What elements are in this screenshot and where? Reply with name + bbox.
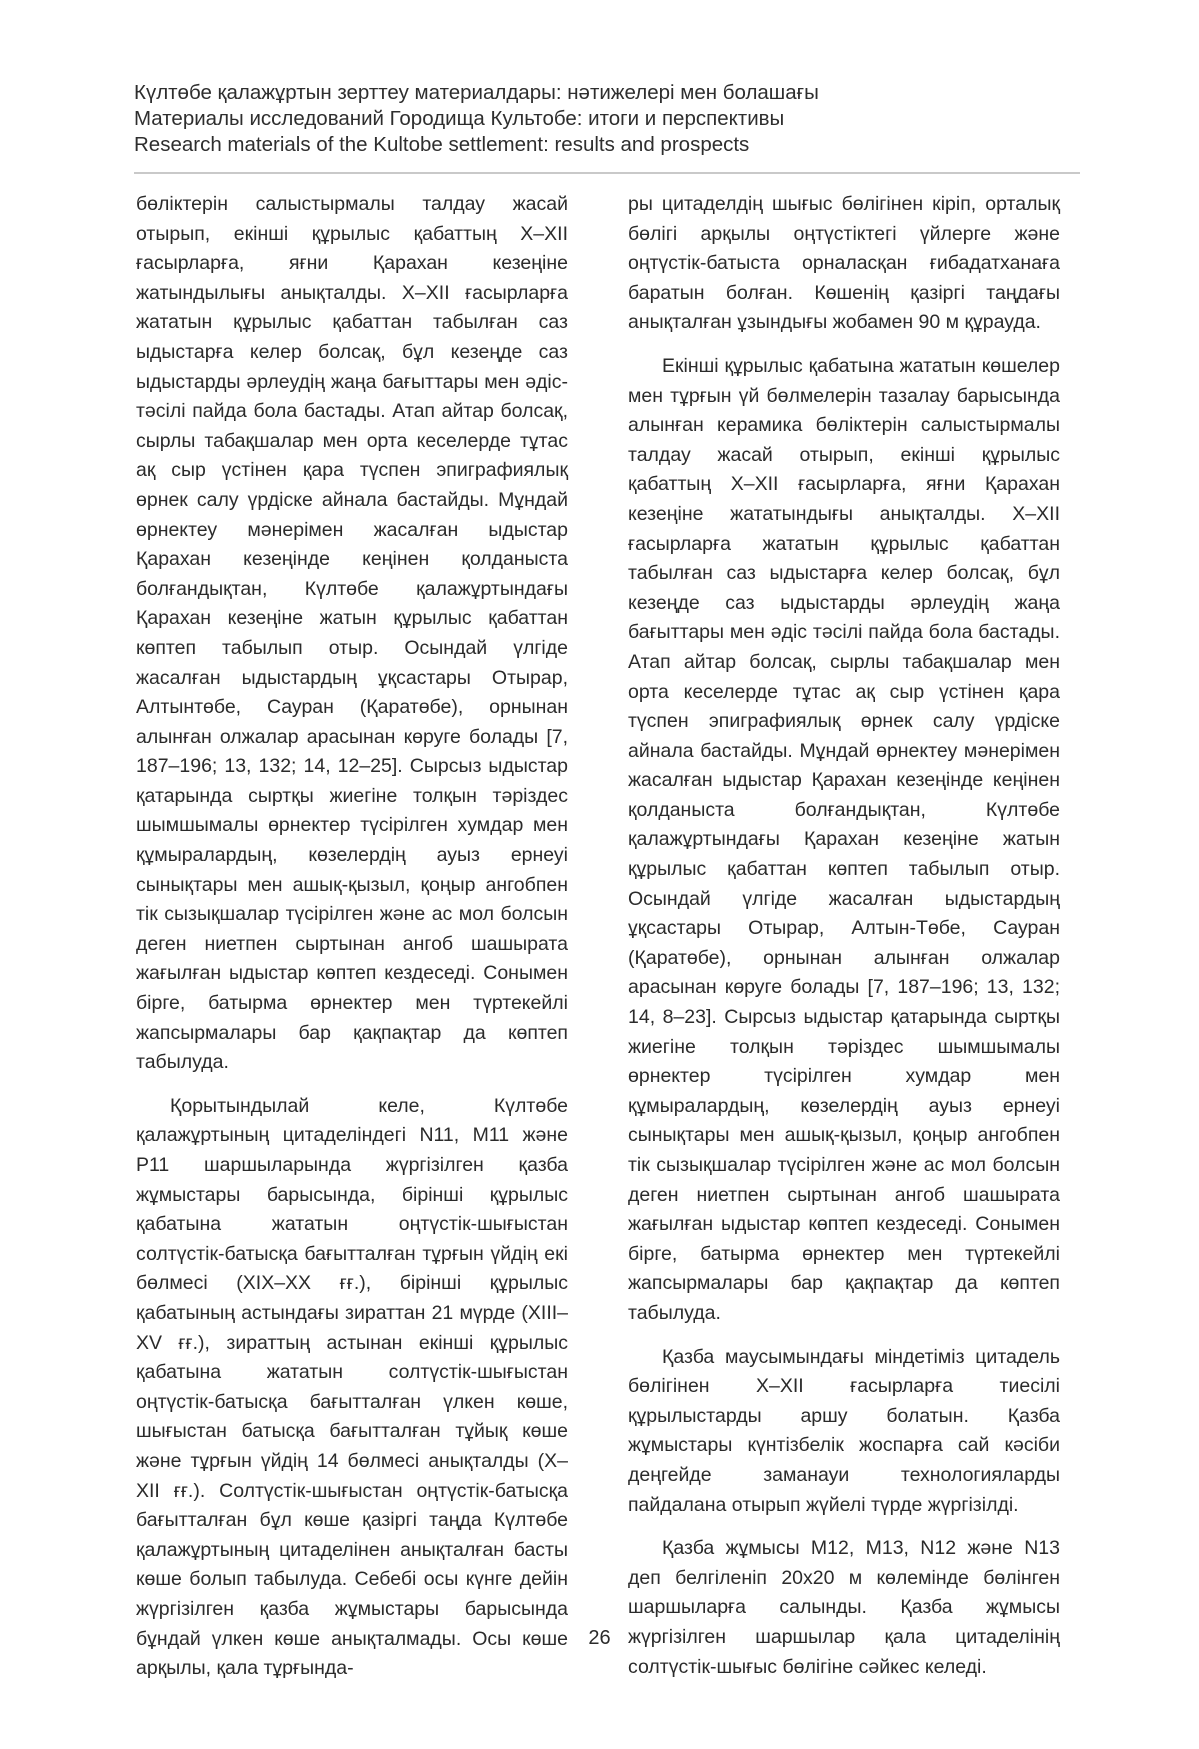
header-title-kazakh: Күлтөбе қалажұртын зерттеу материалдары: нәтижелері мен болашағы — [134, 81, 819, 104]
right-paragraph-2: Екінші құрылыс қабатына жататын көшелер мен тұрғын үй бөлмелерін тазалау барысында алынған керамика бөліктерін салыстырмалы талдау жасай отырып, екінші құрылыс қабаттың Х–ХІІ ғасырларға, яғни Қарахан кезеңіне жататындығы анықталды. Х–ХІІ ғасырларға жататын құрылыс қабаттан табылған саз ыдыстарға келер болсақ, бұл кезеңде саз ыдыстарды әрлеудің жаңа бағыттары мен әдіс тәсілі пайда бола бастады. Атап айтар болсақ, сырлы табақшалар мен орта кеселерде тұтас ақ сыр үстінен қара түспен эпиграфиялық өрнек салу үрдіске айнала бастайды. Мұндай өрнектеу мәнерімен жасалған ыдыстар Қарахан кезеңінде кеңінен қолданыста болғандықтан, Күлтөбе қалажұртындағы Қарахан кезеңіне жатын құрылыс қабаттан көптеп табылып отыр. Осындай үлгіде жасалған ыдыстардың ұқсастары Отырар, Алтын-Төбе, Сауран (Қаратөбе), орнынан алынған олжалар арасынан көруге болады [7, 187–196; 13, 132; 14, 8–23]. Сырсыз ыдыстар қатарында сыртқы жиегіне толқын тәріздес шымшымалы өрнектер түсірілген хумдар мен құмыралардың, көзелердің ауыз ернеуі сынықтары мен ашық-қызыл, қоңыр ангобпен тік сызықшалар түсірілген және ас мол болсын деген ниетпен сыртынан ангоб шашырата жағылған ыдыстар көптеп кездеседі. Сонымен бірге, батырма өрнектер мен түртекейлі жапсырмалары бар қақпақтар да көптеп табылуда. — [628, 354, 1060, 1324]
right-text-column — [628, 190, 1060, 1696]
left-paragraph-1: бөліктерін салыстырмалы талдау жасай отырып, екінші құрылыс қабаттың Х–ХІІ ғасырларға, яғни Қарахан кезеңіне жатындылығы анықталды. Х–ХІІ ғасырларға жататын құрылыс қабаттан табылған саз ыдыстарға келер болсақ, бұл кезеңде саз ыдыстарды әрлеудің жаңа бағыттары мен әдіс-тәсілі пайда бола бастады. Атап айтар болсақ, сырлы табақшалар мен орта кеселерде тұтас ақ сыр үстінен қара түспен эпиграфиялық өрнек салу үрдіске айнала бастайды. Мұндай өрнектеу мәнерімен жасалған ыдыстар Қарахан кезеңінде кеңінен қолданыста болғандықтан, Күлтөбе қалажұртындағы Қарахан кезеңіне жатын құрылыс қабаттан көптеп табылып отыр. Осындай үлгіде жасалған ыдыстардың ұқсастары Отырар, Алтынтөбе, Сауран (Қаратөбе), орнынан алынған олжалар арасынан көруге болады [7, 187–196; 13, 132; 14, 12–25]. Сырсыз ыдыстар қатарында сыртқы жиегіне толқын тәріздес шымшымалы өрнектер түсірілген хумдар мен құмыралардың, көзелердің ауыз ернеуі сынықтары мен ашық-қызыл, қоңыр ангобпен тік сызықшалар түсірілген және ас мол болсын деген ниетпен сыртынан ангоб шашырата жағылған ыдыстар көптеп кездеседі. Сонымен бірге, батырма өрнектер мен түртекейлі жапсырмалары бар қақпақтар да көптеп табылуда. — [136, 193, 568, 1074]
running-header — [134, 80, 1079, 158]
header-title-russian: Материалы исследований Городища Культобе: итоги и перспективы — [134, 107, 785, 130]
left-text-column — [136, 190, 568, 1698]
header-title-english: Research materials of the Kultobe settlement: results and prospects — [134, 133, 750, 156]
header-divider — [134, 172, 1080, 174]
right-paragraph-1: ры цитаделдің шығыс бөлігінен кіріп, орталық бөлігі арқылы оңтүстіктегі үйлерге және оңтүстік-батыста орналасқан ғибадатханаға баратын болған. Көшенің қазіргі таңдағы анықталған ұзындығы жобамен 90 м құрауда. — [628, 193, 1060, 334]
page-number: 26 — [588, 1627, 611, 1649]
right-paragraph-3: Қазба маусымындағы міндетіміз цитадель бөлігінен Х–ХІІ ғасырларға тиесілі құрылыстарды аршу болатын. Қазба жұмыстары күнтізбелік жоспарға сай кәсіби деңгейде заманауи технологияларды пайдалана отырып жүйелі түрде жүргізілді. — [628, 1345, 1060, 1516]
left-paragraph-2: Қорытындылай келе, Күлтөбе қалажұртының цитаделіндегі N11, M11 және P11 шаршыларында жүргізілген қазба жұмыстары барысында, бірінші құрылыс қабатына жататын оңтүстік-шығыстан солтүстік-батысқа бағытталған тұрғын үйдің екі бөлмесі (ХІХ–ХХ ғғ.), бірінші құрылыс қабатының астындағы зираттан 21 мүрде (ХІІІ–ХV ғғ.), зираттың астынан екінші құрылыс қабатына жататын солтүстік-шығыстан оңтүстік-батысқа бағытталған үлкен көше, шығыстан батысқа бағытталған тұйық көше және тұрғын үйдің 14 бөлмесі анықталды (Х–ХІІ ғғ.). Солтүстік-шығыстан оңтүстік-батысқа бағытталған бұл көше қазіргі таңда Күлтөбе қалажұртының цитаделінен анықталған басты көше болып табылуда. Себебі осы күнге дейін жүргізілген қазба жұмыстары барысында бұндай үлкен көше анықталмады. Осы көше арқылы, қала тұрғында- — [136, 1094, 568, 1680]
right-paragraph-4: Қазба жұмысы M12, M13, N12 және N13 деп белгіленіп 20x20 м көлемінде бөлінген шаршыларға салынды. Қазба жұмысы жүргізілген шаршылар қала цитаделінің солтүстік-шығыс бөлігіне сәйкес келеді. — [628, 1537, 1060, 1678]
